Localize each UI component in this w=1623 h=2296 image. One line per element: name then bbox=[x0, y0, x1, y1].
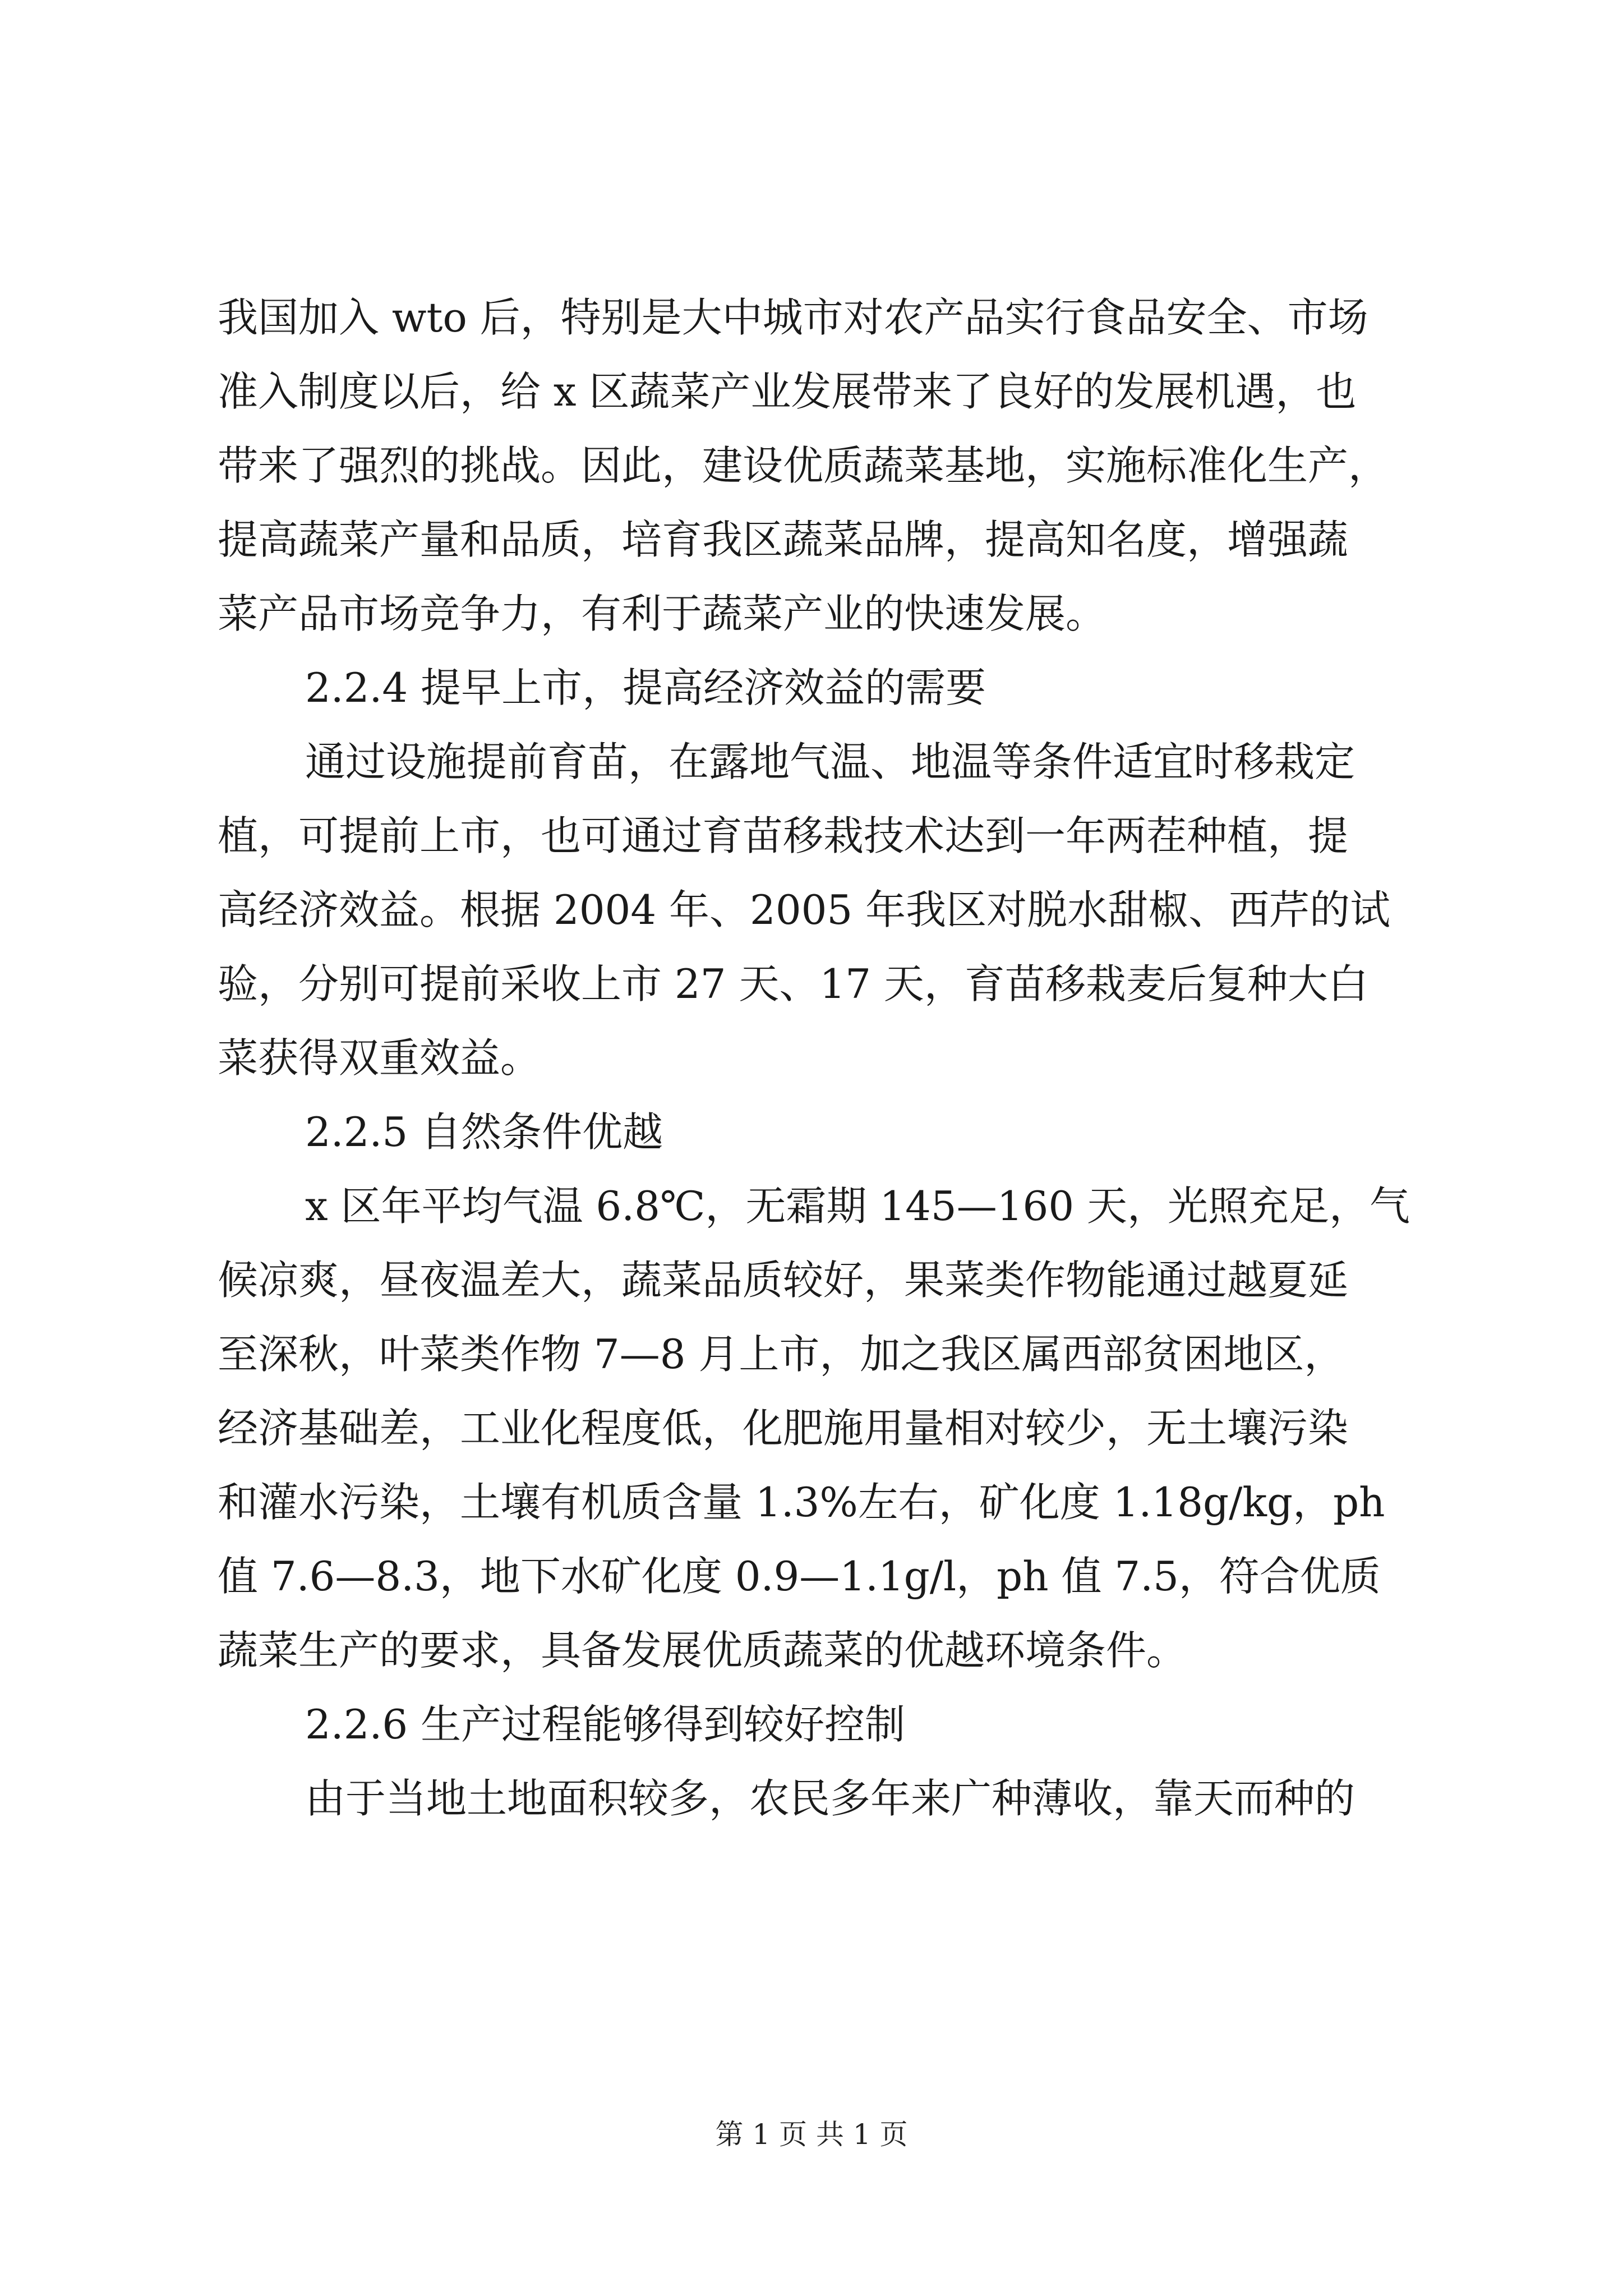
body-line: 候凉爽，昼夜温差大，蔬菜品质较好，果菜类作物能通过越夏延 bbox=[218, 1257, 1349, 1304]
body-line: 我国加入 wto 后，特别是大中城市对农产品实行食品安全、市场 bbox=[218, 294, 1368, 341]
page-footer: 第 1 页 共 1 页 bbox=[715, 2118, 908, 2151]
section-heading: 2.2.4 提早上市，提高经济效益的需要 bbox=[305, 664, 986, 711]
document-body bbox=[218, 280, 1423, 1835]
body-line: 带来了强烈的挑战。因此，建设优质蔬菜基地，实施标准化生产， bbox=[218, 442, 1389, 489]
body-line: 验，分别可提前采收上市 27 天、17 天，育苗移栽麦后复种大白 bbox=[218, 960, 1368, 1007]
body-line: 经济基础差，工业化程度低，化肥施用量相对较少，无土壤污染 bbox=[218, 1405, 1349, 1452]
body-line: 菜获得双重效益。 bbox=[218, 1034, 541, 1082]
body-line: 植，可提前上市，也可通过育苗移栽技术达到一年两茬种植，提 bbox=[218, 812, 1349, 859]
section-heading: 2.2.6 生产过程能够得到较好控制 bbox=[305, 1701, 906, 1748]
body-line: 提高蔬菜产量和品质，培育我区蔬菜品牌，提高知名度，增强蔬 bbox=[218, 516, 1349, 563]
body-line: 由于当地土地面积较多，农民多年来广种薄收，靠天而种的 bbox=[305, 1775, 1355, 1822]
body-line: 值 7.6—8.3，地下水矿化度 0.9—1.1g/l，ph 值 7.5，符合优质 bbox=[218, 1553, 1381, 1600]
body-line: 通过设施提前育苗，在露地气温、地温等条件适宜时移栽定 bbox=[305, 738, 1355, 785]
body-line: 菜产品市场竞争力，有利于蔬菜产业的快速发展。 bbox=[218, 590, 1106, 637]
body-line: 准入制度以后，给 x 区蔬菜产业发展带来了良好的发展机遇，也 bbox=[218, 368, 1357, 415]
body-line: 蔬菜生产的要求，具备发展优质蔬菜的优越环境条件。 bbox=[218, 1627, 1187, 1674]
body-line: 高经济效益。根据 2004 年、2005 年我区对脱水甜椒、西芹的试 bbox=[218, 886, 1391, 933]
body-line: 至深秋，叶菜类作物 7—8 月上市，加之我区属西部贫困地区， bbox=[218, 1331, 1345, 1378]
body-line: x 区年平均气温 6.8℃，无霜期 145—160 天，光照充足，气 bbox=[305, 1182, 1410, 1230]
body-line: 和灌水污染，土壤有机质含量 1.3%左右，矿化度 1.18g/kg，ph bbox=[218, 1479, 1385, 1526]
section-heading: 2.2.5 自然条件优越 bbox=[305, 1108, 663, 1156]
